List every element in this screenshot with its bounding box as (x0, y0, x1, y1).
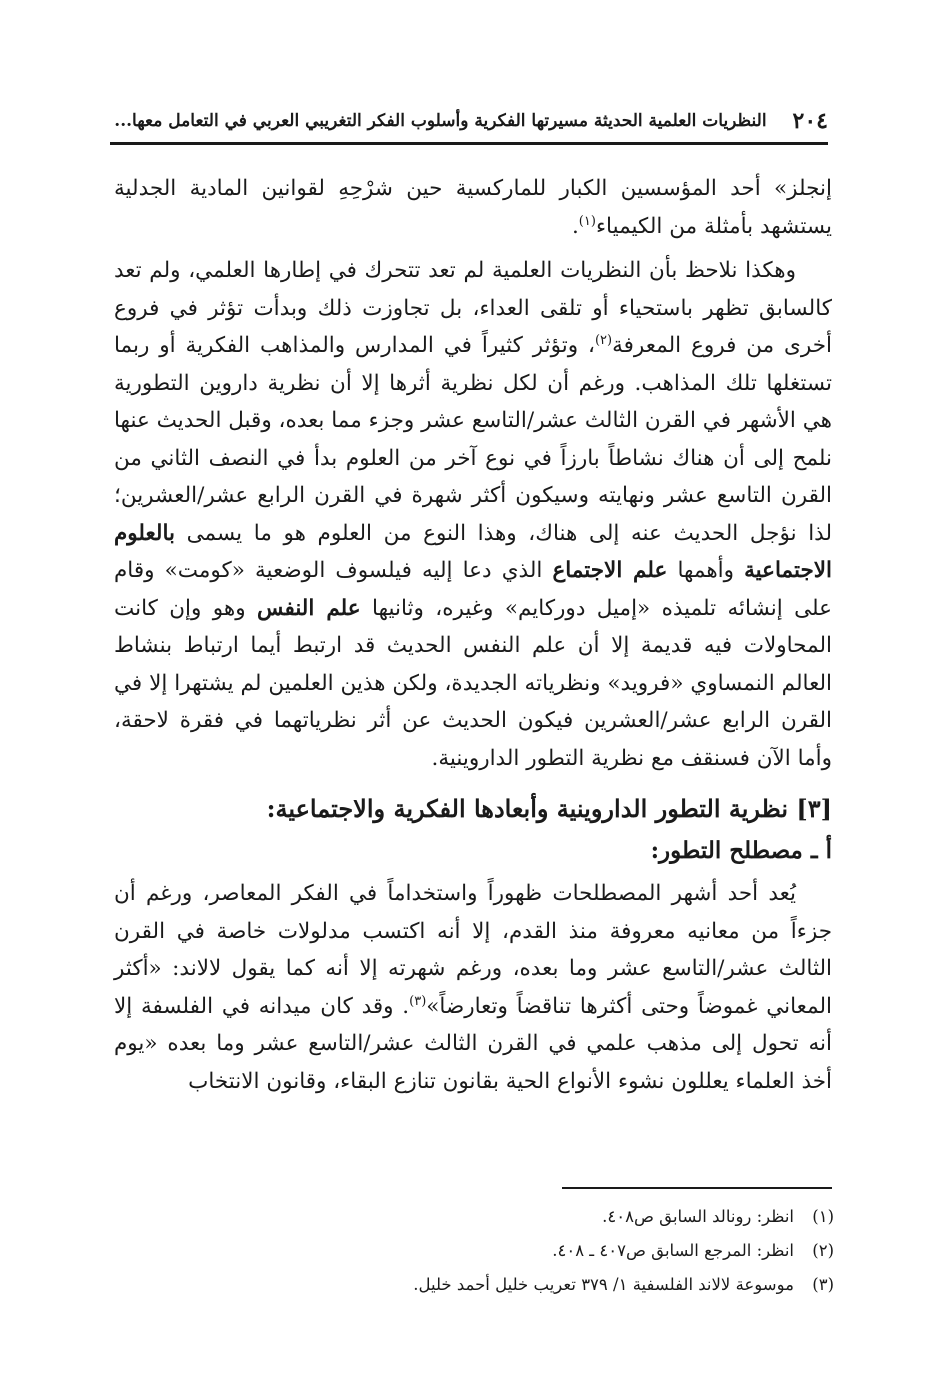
footnote-ref-1: (١) (578, 213, 596, 229)
footnotes (114, 1200, 834, 1302)
footnote-ref-2: (٢) (594, 332, 613, 348)
term-psychology: علم النفس (257, 595, 361, 621)
footnote-rule (562, 1187, 832, 1189)
section-heading: [٣] نظرية التطور الداروينية وأبعادها الفكرية والاجتماعية: (266, 794, 832, 823)
paragraph-1-text: إنجلز» أحد المؤسسين الكبار للماركسية حين شرْحِهِ لقوانين المادية الجدلية يستشهد بأمثلة من الكيمياء (114, 176, 832, 239)
footnote (114, 1234, 834, 1268)
paragraph-3-part-1: يُعد أحد أشهر المصطلحات ظهوراً واستخداماً في الفكر المعاصر، ورغم أن جزءاً من معانيه معروفة منذ القدم، إلا أنه اكتسب مدلولات خاصة في القرن الثالث عشر/التاسع عشر وما بعده، ورغم شهرته إلا أنه كما يقول لالاند: «أكثر المعاني غموضاً وحتى أكثرها تناقضاً وتعارضاً» (114, 881, 833, 1019)
footnote-ref-3: (٣) (409, 993, 427, 1009)
paragraph-3-part-2: . وقد كان ميدانه في الفلسفة إلا أنه تحول إلى مذهب علمي في القرن الثالث عشر/التاسع عشر وما بعده «يوم أخذ العلماء يعللون نشوء الأنواع الحية بقانون تنازع البقاء، وقانون الانتخاب (114, 993, 832, 1094)
body-text (114, 170, 832, 1100)
page-number: ٢٠٤ (792, 108, 828, 134)
paragraph-1 (114, 170, 832, 245)
header-rule (110, 142, 828, 145)
paragraph-2-part-2: ، وتؤثر كثيراً في المدارس والمذاهب الفكرية أو ربما تستغلها تلك المذاهب. ورغم أن لكل نظرية أثرها إلا أن نظرية داروين التطورية هي الأشهر في القرن الثالث عشر/التاسع عشر وجزء مما بعده، وقبل الحديث عنها نلمح إلى أن هناك نشاطاً بارزاً في نوع آخر من العلوم بدأ في النصف الثاني من القرن التاسع عشر ونهايته وسيكون أكثر شهرة في القرن الرابع عشر/العشرين؛ لذا نؤجل الحديث عنه إلى هناك، وهذا النوع من العلوم هو ما يسمى (114, 333, 833, 546)
paragraph-2-part-5: وهو وإن كانت المحاولات فيه قديمة إلا أن علم النفس الحديث قد ارتبط أيما ارتباط بنشاط العالم النمساوي «فرويد» ونظرياته الجديدة، ولكن هذين العلمين لم يشتهرا إلا في القرن الرابع عشر/العشرين فيكون الحديث عن أثر نظرياتهما في فقرة لاحقة، وأما الآن فسنقف مع نظرية التطور الداروينية. (114, 595, 832, 771)
paragraph-2-part-4: الذي دعا إليه فيلسوف الوضعية «كومت» وقام على إنشائه تلميذه «إميل دوركايم» وغيره، وثانيها (114, 558, 832, 621)
subsection-heading: أ ـ مصطلح التطور: (650, 837, 832, 864)
footnote (114, 1268, 834, 1302)
paragraph-1-end: . (571, 213, 579, 239)
footnote-text: انظر: رونالد السابق ص٤٠٨. (602, 1207, 794, 1226)
term-social-sciences: بالعلوم الاجتماعية (114, 520, 832, 583)
footnote-number: (١) (812, 1207, 834, 1226)
paragraph-3 (114, 875, 832, 1100)
footnote-text: انظر: المرجع السابق ص٤٠٧ ـ ٤٠٨. (552, 1241, 794, 1260)
paragraph-2-part-1: وهكذا نلاحظ بأن النظريات العلمية لم تعد تتحرك في إطارها العلمي، ولم تعد كالسابق تظهر باستحياء أو تلقى العداء، بل تجاوزت ذلك وبدأت تؤثر في فروع أخرى من فروع المعرفة (114, 258, 832, 358)
paragraph-2-part-3: وأهمها (677, 558, 735, 583)
term-sociology: علم الاجتماع (552, 558, 668, 583)
footnote-number: (٢) (812, 1241, 834, 1260)
footnote (114, 1200, 834, 1234)
paragraph-2 (114, 252, 832, 777)
running-header-title: النظريات العلمية الحديثة مسيرتها الفكرية وأسلوب الفكر التغريبي العربي في التعامل معها... (114, 111, 767, 131)
footnote-number: (٣) (812, 1275, 834, 1294)
footnote-text: موسوعة لالاند الفلسفية ١/ ٣٧٩ تعريب خليل أحمد خليل. (413, 1275, 794, 1294)
running-header (114, 104, 828, 138)
